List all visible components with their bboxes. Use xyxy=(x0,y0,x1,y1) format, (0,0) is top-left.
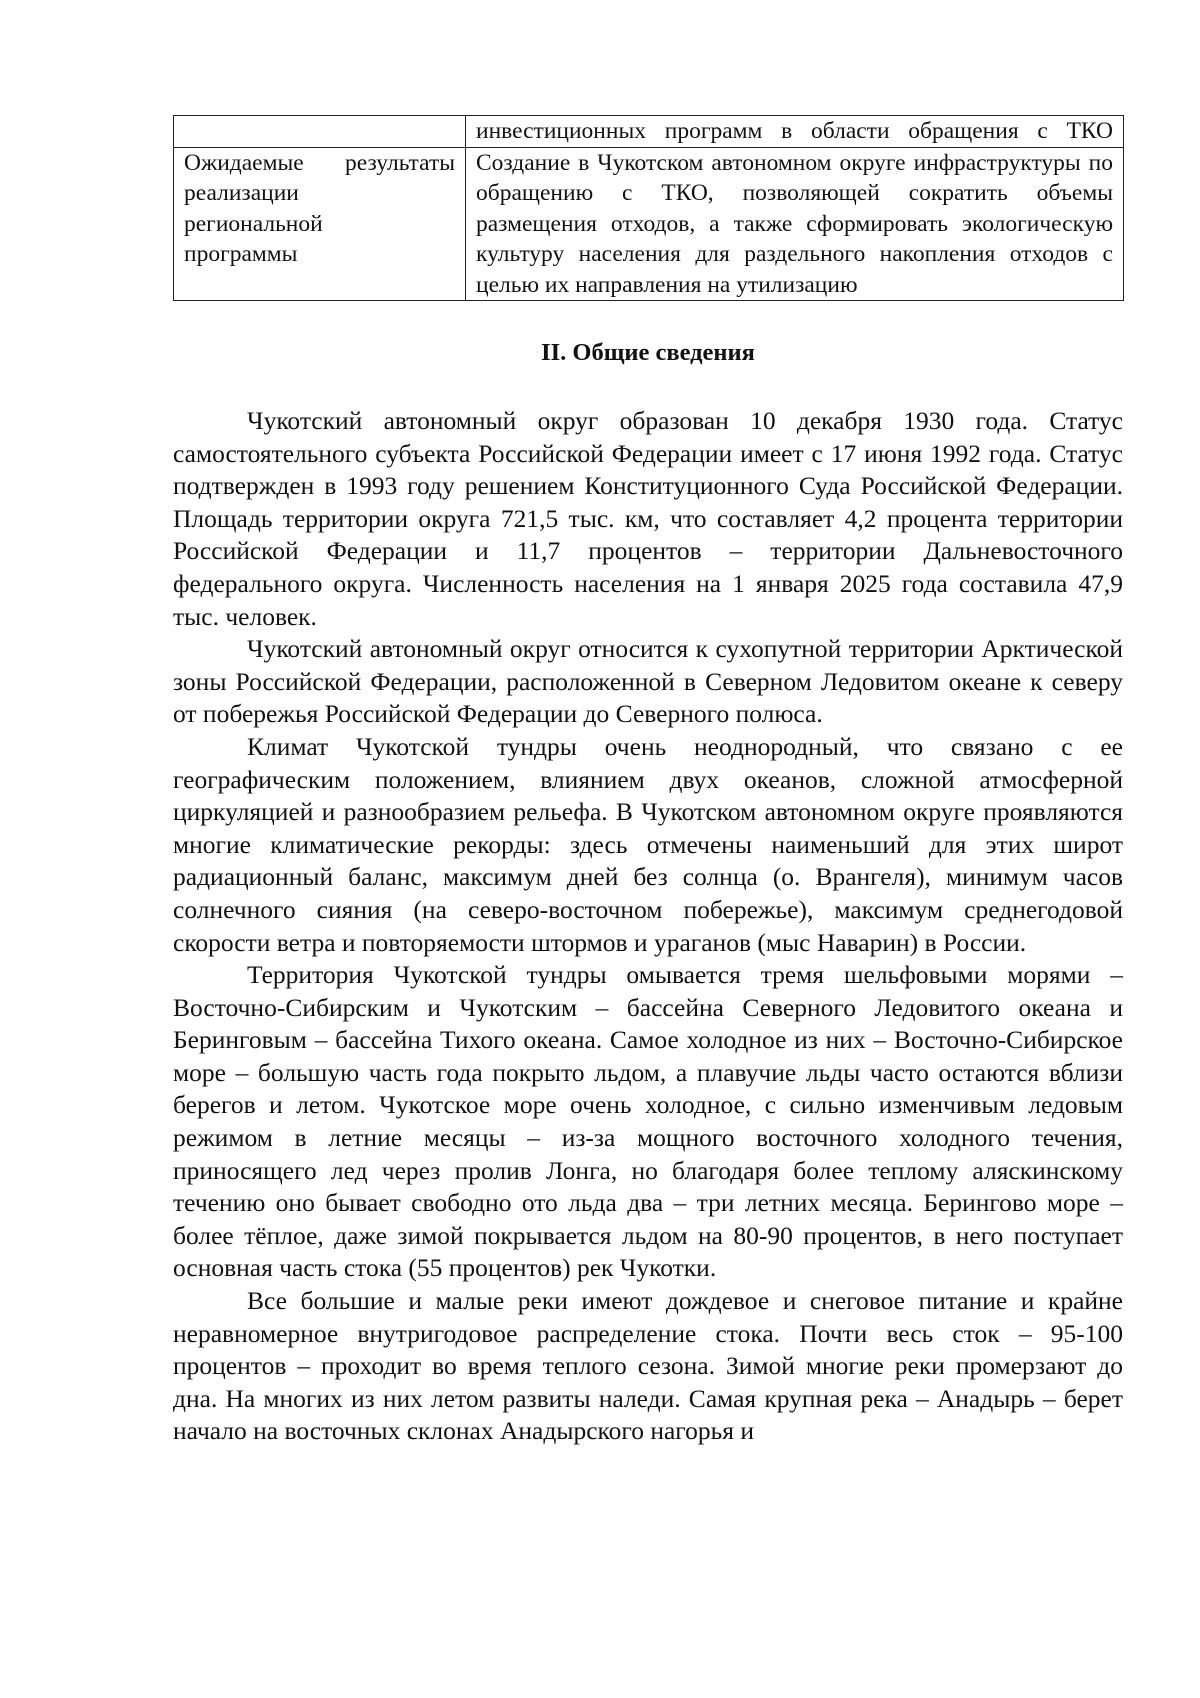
paragraph: Чукотский автономный округ образован 10 декабря 1930 года. Статус самостоятельного субъекта Российской Федерации имеет с 17 июня 1992 года. Статус подтвержден в 1993 году решением Конституционного Суда Российской Федерации. Площадь территории округа 721,5 тыс. км, что составляет 4,2 процента территории Российской Федерации и 11,7 процентов – территории Дальневосточного федерального округа. Численность населения на 1 января 2025 года составила 47,9 тыс. человек. xyxy=(173,406,1123,631)
section-body xyxy=(173,405,1123,1448)
paragraph: Территория Чукотской тундры омывается тремя шельфовыми морями – Восточно-Сибирским и Чукотским – бассейна Северного Ледовитого океана и Беринговым – бассейна Тихого океана. Самое холодное из них – Восточно-Сибирское море – большую часть года покрыто льдом, а плавучие льды часто остаются вблизи берегов и летом. Чукотское море очень холодное, с сильно изменчивым ледовым режимом в летние месяцы – из-за мощного восточного холодного течения, приносящего лед через пролив Лонга, но благодаря более теплому аляскинскому течению оно бывает свободно ото льда два – три летних месяца. Берингово море – более тёплое, даже зимой покрывается льдом на 80-90 процентов, в него поступает основная часть стока (55 процентов) рек Чукотки. xyxy=(173,960,1123,1283)
table-row xyxy=(174,147,1124,301)
paragraph: Чукотский автономный округ относится к сухопутной территории Арктической зоны Российской Федерации, расположенной в Северном Ледовитом океане к северу от побережья Российской Федерации до Северного полюса. xyxy=(173,634,1123,729)
table-row xyxy=(174,116,1124,148)
label-line: реализации xyxy=(184,180,299,206)
label-line: Ожидаемые результаты xyxy=(184,149,455,176)
document-page xyxy=(173,115,1123,1448)
section-title: II. Общие сведения xyxy=(541,339,755,366)
table-cell-label xyxy=(174,116,466,148)
paragraph: Климат Чукотской тундры очень неоднородный, что связано с ее географическим положением, влиянием двух океанов, сложной атмосферной циркуляцией и разнообразием рельефа. В Чукотском автономном округе проявляются многие климатические рекорды: здесь отмечены наименьший для этих широт радиационный баланс, максимум дней без солнца (о. Врангеля), минимум часов солнечного сияния (на северо-восточном побережье), максимум среднегодовой скорости ветра и повторяемости штормов и ураганов (мыс Наварин) в России. xyxy=(173,731,1123,957)
program-passport-table xyxy=(173,115,1124,301)
paragraph: Все большие и малые реки имеют дождевое и снеговое питание и крайне неравномерное внутригодовое распределение стока. Почти весь сток – 95-100 процентов – проходит во время теплого сезона. Зимой многие реки промерзают до дна. На многих из них летом развиты наледи. Самая крупная река – Анадырь – берет начало на восточных склонах Анадырского нагорья и xyxy=(173,1286,1123,1446)
table-cell-label xyxy=(174,147,466,301)
table-cell-value: Создание в Чукотском автономном округе инфраструктуры по обращению с ТКО, позволяющей сократить объемы размещения отходов, а также сформировать экологическую культуру населения для раздельного накопления отходов с целью их направления на утилизацию xyxy=(466,147,1124,301)
label-line: программы xyxy=(184,241,298,267)
label-line: региональной xyxy=(184,210,323,237)
table-cell-value: инвестиционных программ в области обращения с ТКО xyxy=(466,116,1124,148)
